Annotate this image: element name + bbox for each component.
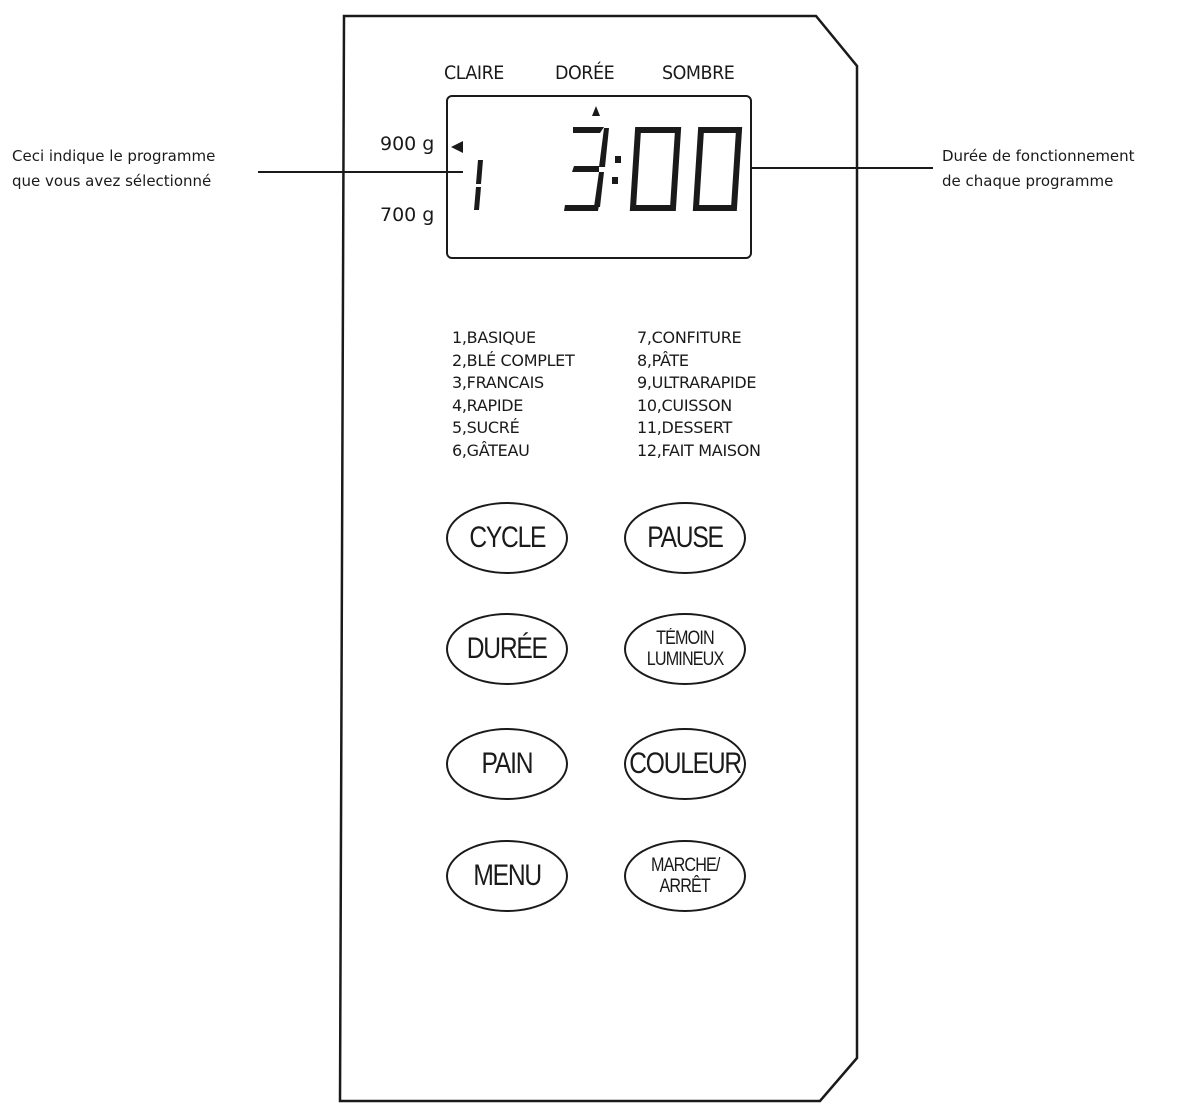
temoin-lumineux-button[interactable] <box>624 613 746 685</box>
pain-button-label: PAIN <box>481 747 533 780</box>
marche-arret-button[interactable] <box>624 840 746 912</box>
menu-button[interactable] <box>446 840 568 912</box>
duree-button-label: DURÉE <box>467 632 547 665</box>
time-digit-3 <box>564 127 609 211</box>
temoin-button-label-line1: TÉMOIN <box>656 628 714 649</box>
marche-button-label-line1: MARCHE/ <box>650 855 720 876</box>
program-list-col1 <box>452 327 574 462</box>
menu-button-label: MENU <box>473 859 541 892</box>
browning-indicator-icon <box>592 106 600 116</box>
time-digit-0-a <box>633 130 678 208</box>
weight-indicator-icon <box>451 141 463 153</box>
program-list-col2 <box>637 327 761 462</box>
cycle-button-label: CYCLE <box>469 521 545 554</box>
program-item: 12,FAIT MAISON <box>637 440 761 460</box>
program-item: 5,SUCRÉ <box>452 418 520 437</box>
couleur-button-label: COULEUR <box>629 747 741 780</box>
cycle-button[interactable] <box>446 502 568 574</box>
time-colon <box>612 156 621 184</box>
program-item: 6,GÂTEAU <box>452 440 530 460</box>
duration-annotation-line2: de chaque programme <box>942 172 1114 190</box>
pause-button-label: PAUSE <box>647 521 723 554</box>
program-item: 2,BLÉ COMPLET <box>452 350 575 370</box>
program-annotation-line1: Ceci indique le programme <box>12 147 216 165</box>
program-item: 11,DESSERT <box>637 418 733 437</box>
program-item: 7,CONFITURE <box>637 328 742 347</box>
program-item: 1,BASIQUE <box>452 328 536 347</box>
program-item: 9,ULTRARAPIDE <box>637 373 757 392</box>
program-item: 10,CUISSON <box>637 395 732 415</box>
couleur-button[interactable] <box>624 728 746 800</box>
program-item: 4,RAPIDE <box>452 395 524 415</box>
browning-medium-label: DORÉE <box>555 62 615 84</box>
browning-dark-label: SOMBRE <box>662 62 735 84</box>
pause-button[interactable] <box>624 502 746 574</box>
program-item: 8,PÂTE <box>637 350 689 370</box>
browning-light-label: CLAIRE <box>444 62 504 84</box>
program-annotation-line2: que vous avez sélectionné <box>12 172 212 190</box>
duree-button[interactable] <box>446 613 568 685</box>
marche-button-label-line2: ARRÊT <box>659 876 711 897</box>
program-number-digit <box>474 160 483 210</box>
time-digit-0-b <box>696 130 739 208</box>
weight-900-label: 900 g <box>380 133 435 155</box>
program-item: 3,FRANCAIS <box>452 373 544 392</box>
weight-700-label: 700 g <box>380 204 435 226</box>
duration-annotation-line1: Durée de fonctionnement <box>942 147 1135 165</box>
temoin-button-label-line2: LUMINEUX <box>646 649 724 670</box>
pain-button[interactable] <box>446 728 568 800</box>
